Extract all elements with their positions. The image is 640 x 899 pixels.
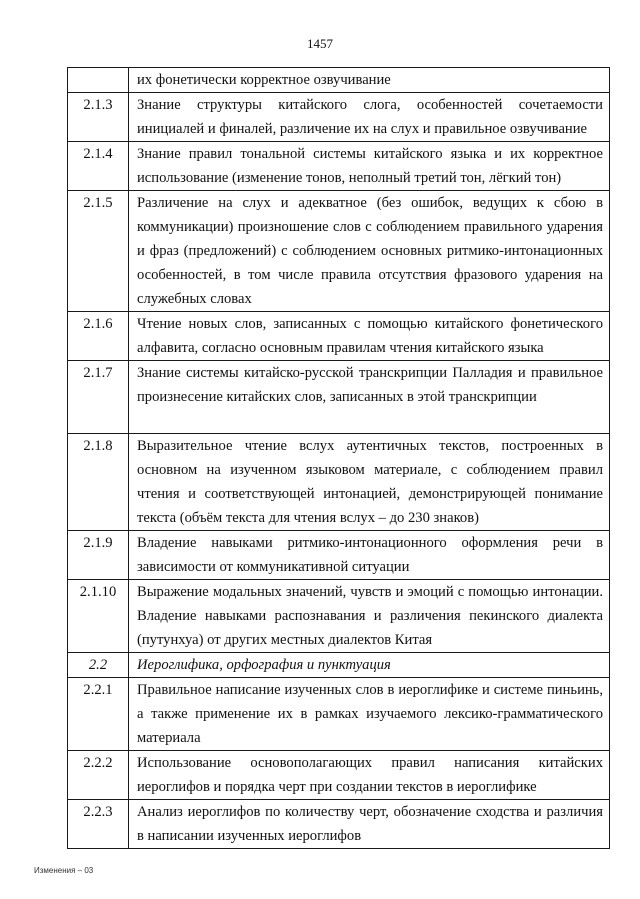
footer-note: Изменения – 03: [34, 866, 94, 875]
item-number: 2.2: [68, 653, 129, 678]
item-description: Различение на слух и адекватное (без ошибок, ведущих к сбою в коммуникации) произношение слов с соблюдением правильного ударения и фраз (предложений) с соблюдением основных ритмико-интонационных особенностей, в том числе правила отсутствия фразового ударения на служебных словах: [129, 191, 610, 312]
table-row: [68, 751, 610, 800]
item-description: Правильное написание изученных слов в иероглифике и системе пиньинь, а также применение их в рамках изучаемого лексико-грамматического материала: [129, 678, 610, 751]
table-row: [68, 434, 610, 531]
item-number: [68, 68, 129, 93]
table-row: [68, 142, 610, 191]
item-number: 2.2.3: [68, 800, 129, 849]
item-number: 2.1.10: [68, 580, 129, 653]
item-number: 2.1.4: [68, 142, 129, 191]
page-number: 1457: [307, 36, 333, 51]
table-row: [68, 93, 610, 142]
item-description: Иероглифика, орфография и пунктуация: [129, 653, 610, 678]
table-row: [68, 361, 610, 434]
table-row: [68, 653, 610, 678]
table-row: [68, 191, 610, 312]
item-description: Владение навыками ритмико-интонационного оформления речи в зависимости от коммуникативной ситуации: [129, 531, 610, 580]
table-row: [68, 68, 610, 93]
item-description: их фонетически корректное озвучивание: [129, 68, 610, 93]
item-number: 2.1.7: [68, 361, 129, 434]
item-description: Знание правил тональной системы китайского языка и их корректное использование (изменение тонов, неполный третий тон, лёгкий тон): [129, 142, 610, 191]
item-description: Знание системы китайско-русской транскрипции Палладия и правильное произнесение китайских слов, записанных в этой транскрипции: [129, 361, 610, 434]
item-number: 2.2.1: [68, 678, 129, 751]
item-number: 2.1.9: [68, 531, 129, 580]
item-number: 2.2.2: [68, 751, 129, 800]
table-row: [68, 678, 610, 751]
item-description: Использование основополагающих правил написания китайских иероглифов и порядка черт при создании текстов в иероглифике: [129, 751, 610, 800]
item-number: 2.1.5: [68, 191, 129, 312]
table-row: [68, 580, 610, 653]
curriculum-table: [67, 67, 610, 849]
item-description: Выражение модальных значений, чувств и эмоций с помощью интонации. Владение навыками распознавания и различения пекинского диалекта (путунхуа) от других местных диалектов Китая: [129, 580, 610, 653]
item-number: 2.1.8: [68, 434, 129, 531]
item-description: Выразительное чтение вслух аутентичных текстов, построенных в основном на изученном языковом материале, с соблюдением правил чтения и соответствующей интонацией, демонстрирующей понимание текста (объём текста для чтения вслух – до 230 знаков): [129, 434, 610, 531]
item-description: Знание структуры китайского слога, особенностей сочетаемости инициалей и финалей, различение их на слух и правильное озвучивание: [129, 93, 610, 142]
item-number: 2.1.3: [68, 93, 129, 142]
item-description: Анализ иероглифов по количеству черт, обозначение сходства и различия в написании изученных иероглифов: [129, 800, 610, 849]
table-row: [68, 800, 610, 849]
table-row: [68, 312, 610, 361]
item-number: 2.1.6: [68, 312, 129, 361]
table-row: [68, 531, 610, 580]
item-description: Чтение новых слов, записанных с помощью китайского фонетического алфавита, согласно основным правилам чтения китайского языка: [129, 312, 610, 361]
